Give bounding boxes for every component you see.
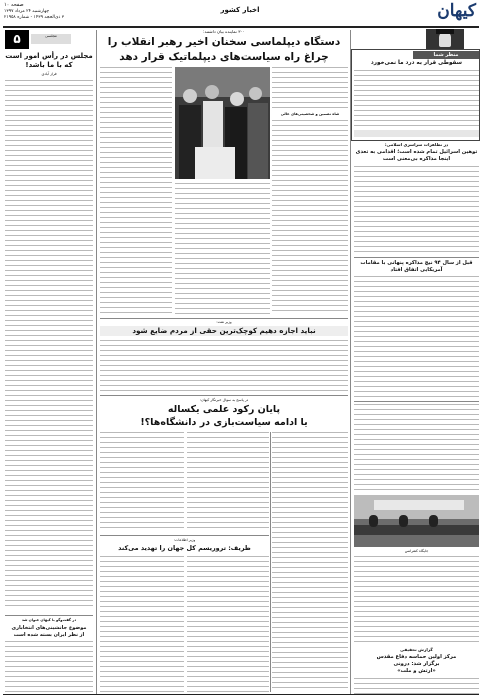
left-author: فراز آبادی — [41, 72, 57, 76]
page-number: صفحه ۱۰ — [4, 2, 24, 8]
bottom-story-body-col-2 — [100, 556, 184, 692]
left-headline: مجلس در رأس امور است که با ما باشد! — [5, 52, 93, 69]
main-body-col-3 — [175, 183, 270, 315]
right-lower-body — [354, 404, 479, 492]
left-column-divider — [96, 30, 97, 694]
bottom-story-body-col-1 — [187, 556, 269, 692]
masthead-rule — [3, 26, 479, 28]
right-bottom-kicker: گزارش تحقیقی — [400, 647, 433, 652]
right-lead-footer — [354, 130, 479, 137]
logo: کیهان — [437, 1, 476, 21]
page-bottom-rule — [3, 694, 479, 695]
right-mid-headline: توهین اسرائیل تمام شده است؛ اقدامی به تعدی اینجا مذاکره بی‌معنی است — [355, 149, 478, 162]
university-body-col-3 — [100, 432, 184, 532]
right-divider-2 — [354, 401, 479, 402]
university-top-rule — [100, 395, 348, 396]
main-kicker: ۳۰۰ نماینده بیان داشتند: — [203, 29, 245, 34]
left-badge: ۵ — [5, 30, 29, 49]
university-headline-line-1: پایان رکود علمی یکساله — [167, 404, 281, 415]
left-bottom-headline: موضوع جانشینی‌های انتخاباری از نظر ایران بسته شده است — [11, 625, 87, 638]
university-body-col-2 — [187, 432, 269, 532]
right-bottom-headline: مرکز اولین حماسه دفاع مقدس برگزار شد: درونی «ارتش و ملت» — [376, 654, 457, 674]
main-subhead: شاه تضمین و شخصیتی‌های عالی — [280, 112, 340, 116]
right-column-divider — [350, 30, 351, 694]
right-hall-body — [354, 276, 479, 398]
issue-line: ۳ ذی‌الحجه ۱۴۳۹ - شماره ۲۱۹۵۸ — [4, 15, 65, 20]
right-column-header: منظر شما — [413, 51, 479, 59]
left-column-body — [5, 80, 93, 610]
university-headline-line-2: یا ادامه سیاست‌بازی در دانشگاه‌ها؟! — [140, 417, 308, 428]
main-body-col-1b — [272, 120, 348, 315]
main-body-col-2 — [100, 67, 172, 315]
right-bottom-body — [354, 556, 479, 644]
right-portrait-photo — [426, 29, 464, 49]
middle-strip-body — [100, 340, 348, 392]
bottom-story-rule — [100, 535, 269, 536]
right-bottom-tail — [354, 678, 479, 694]
page-section-title: اخبار کشور — [220, 6, 260, 14]
main-body-col-1 — [272, 67, 348, 110]
date-line: چهارشنبه ۲۴ مرداد ۱۳۹۷ — [4, 9, 50, 14]
right-lead-headline: سقوطی قرار به درد ما نمی‌خورد — [370, 60, 463, 66]
left-badge-caption: مجلسی — [31, 34, 71, 44]
left-divider — [5, 615, 93, 616]
right-lead-box — [351, 49, 480, 141]
right-mid-kicker: در تظاهرات سراسری اسلامی: — [384, 142, 449, 147]
conference-photo — [354, 495, 479, 547]
conference-photo-caption: جایگاه کنفرانس — [404, 549, 429, 553]
middle-strip-kicker: وزیر نفت: — [216, 320, 232, 324]
bottom-story-kicker: وزیر اطلاعات: — [173, 538, 196, 542]
university-body-col-1 — [272, 432, 348, 692]
main-inner-divider — [270, 432, 271, 692]
middle-strip-headline: نباید اجازه دهیم کوچک‌ترین حقی از مردم ضایع شود — [100, 326, 348, 336]
right-divider-1 — [354, 257, 479, 258]
parliament-photo — [175, 67, 270, 179]
main-headline-line-2: چراغ راه سیاست‌های دیپلماتیک قرار دهد — [119, 51, 329, 63]
right-hall-headline: قبل از سال ۹۴ نیچ مذاکره پنهانی با مقامات آمریکایی اتفاق افتاد — [360, 260, 473, 273]
middle-strip-top-rule — [100, 318, 348, 319]
left-bottom-kicker: در گفت‌وگو با کیهان عنوان شد — [21, 618, 77, 622]
left-bottom-body — [5, 641, 93, 694]
masthead — [0, 0, 482, 26]
right-mid-body — [354, 166, 479, 254]
university-kicker: در پاسخ به سوال خبرنگار کیهان: — [199, 398, 249, 402]
main-headline-line-1: دستگاه دیپلماسی سخنان اخیر رهبر انقلاب را — [107, 36, 341, 48]
bottom-story-headline: ظریف: تروریسم کل جهان را تهدید می‌کند — [118, 544, 251, 552]
